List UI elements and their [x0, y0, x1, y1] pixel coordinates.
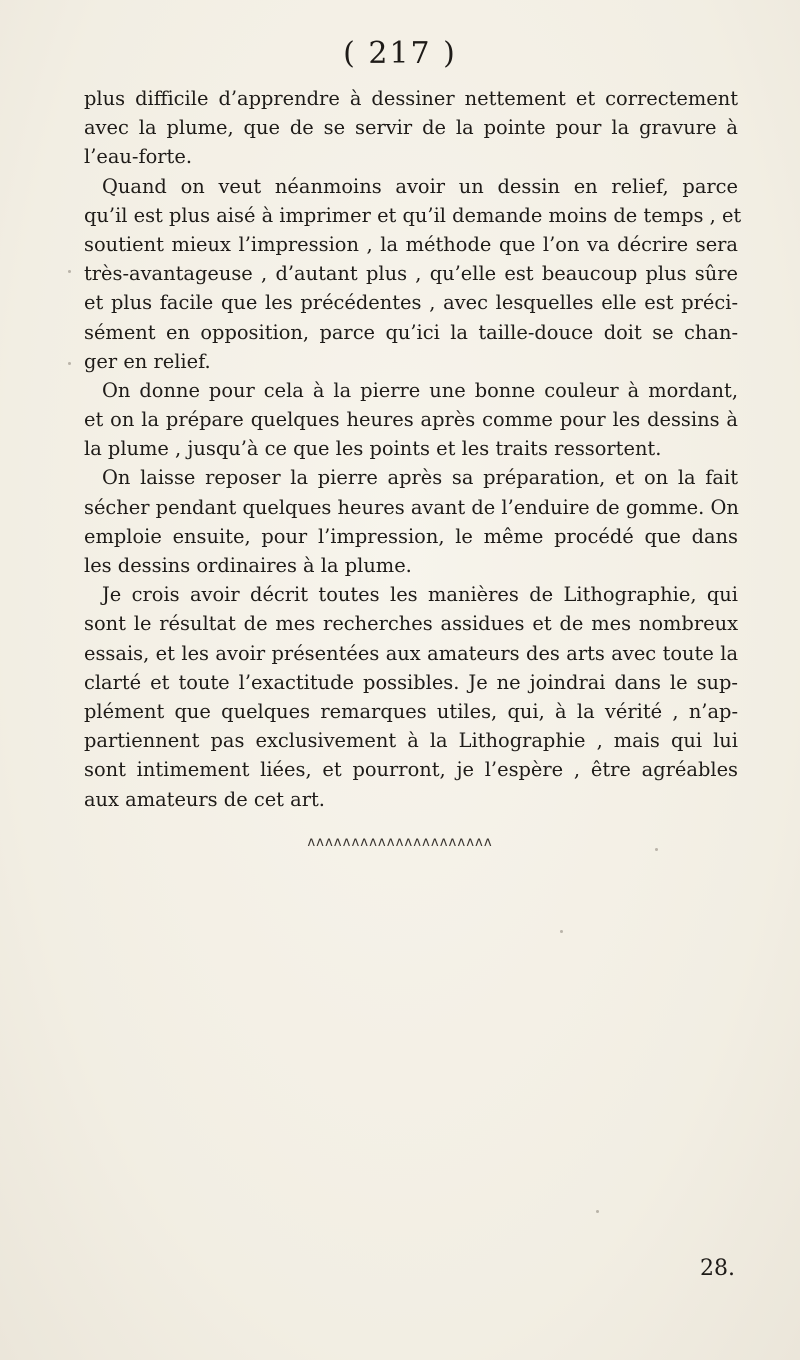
- paragraph-5-line-7: sont intimement liées, et pourront, je l’espère , être agréables: [84, 758, 738, 782]
- paragraph-5-line-4: clarté et toute l’exactitude possibles. Je ne joindrai dans le sup-: [84, 670, 738, 694]
- paper-speck: [560, 930, 563, 933]
- paragraph-3-line-2: et on la prépare quelques heures après comme pour les dessins à: [84, 408, 738, 432]
- paragraph-1-line-1: plus difficile d’apprendre à dessiner nettement et correctement: [84, 87, 738, 110]
- paragraph-4-line-1: On laisse reposer la pierre après sa préparation, et on la fait: [102, 466, 738, 490]
- paragraph-4-line-4: les dessins ordinaires à la plume.: [84, 554, 412, 577]
- page-number: ( 217 ): [343, 36, 457, 71]
- paragraph-2-line-4: très-avantageuse , d’autant plus , qu’elle est beaucoup plus sûre: [84, 262, 738, 286]
- paragraph-2-line-5: et plus facile que les précédentes , avec lesquelles elle est préci-: [84, 291, 738, 315]
- ornamental-divider: ʌʌʌʌʌʌʌʌʌʌʌʌʌʌʌʌʌʌʌʌʌ: [307, 835, 493, 850]
- paragraph-1-line-3: l’eau-forte.: [84, 145, 192, 169]
- paragraph-2-line-3: soutient mieux l’impression , la méthode que l’on va décrire sera: [84, 232, 738, 256]
- paragraph-2-line-6: sément en opposition, parce qu’ici la taille-douce doit se chan-: [84, 320, 738, 344]
- paragraph-5-line-8: aux amateurs de cet art.: [84, 787, 325, 811]
- paragraph-5-line-6: partiennent pas exclusivement à la Lithographie , mais qui lui: [84, 729, 738, 753]
- paragraph-2-line-2: qu’il est plus aisé à imprimer et qu’il demande moins de temps , et: [84, 203, 742, 227]
- paragraph-2-line-1: Quand on veut néanmoins avoir un dessin en relief, parce: [102, 174, 738, 198]
- paragraph-2-line-7: ger en relief.: [84, 349, 211, 373]
- paragraph-5-line-5: plément que quelques remarques utiles, qui, à la vérité , n’ap-: [84, 699, 738, 723]
- paragraph-4-line-3: emploie ensuite, pour l’impression, le même procédé que dans: [84, 524, 738, 548]
- signature-mark: 28.: [700, 1256, 735, 1281]
- paragraph-3-line-3: la plume , jusqu’à ce que les points et les traits ressortent.: [84, 437, 662, 461]
- paragraph-5-line-1: Je crois avoir décrit toutes les manières de Lithographie, qui: [102, 583, 738, 607]
- paragraph-5-line-3: essais, et les avoir présentées aux amateurs des arts avec toute la: [84, 641, 738, 665]
- paper-speck: [68, 362, 71, 365]
- paragraph-5-line-2: sont le résultat de mes recherches assidues et de mes nombreux: [84, 612, 738, 636]
- paragraph-3-line-1: On donne pour cela à la pierre une bonne couleur à mordant,: [102, 378, 738, 402]
- paper-speck: [596, 1210, 599, 1213]
- paragraph-4-line-2: sécher pendant quelques heures avant de l’enduire de gomme. On: [84, 495, 739, 519]
- paper-speck: [655, 848, 658, 851]
- paper-speck: [68, 270, 71, 273]
- body-text: [84, 84, 742, 814]
- paragraph-1-line-2: avec la plume, que de se servir de la pointe pour la gravure à: [84, 116, 738, 140]
